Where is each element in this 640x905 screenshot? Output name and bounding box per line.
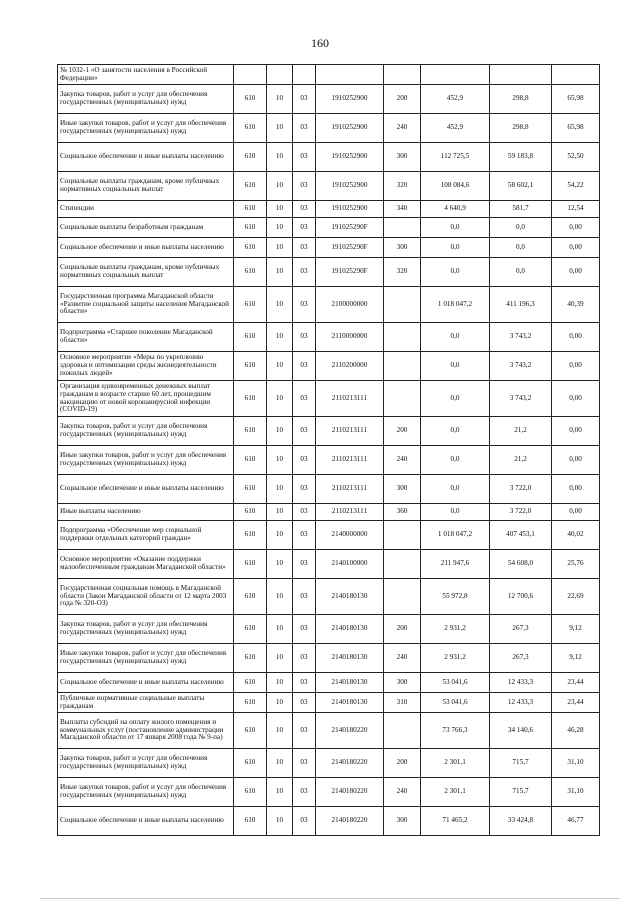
cell-csr: 2140180220 [316,713,384,749]
cell-rz: 10 [267,673,293,693]
cell-vr: 320 [384,172,421,201]
cell-name: Государственная социальная помощь в Магаданской области (Закон Магаданской области от 12 марта 2003 года № 320-ОЗ) [58,579,234,615]
table-body [58,65,600,836]
cell-fact: 267,3 [490,615,552,644]
cell-pr: 03 [293,446,316,475]
cell-rz: 10 [267,381,293,417]
cell-csr: 2140180130 [316,615,384,644]
cell-vr: 240 [384,446,421,475]
cell-ved: 610 [234,287,267,323]
cell-fact: 58 602,1 [490,172,552,201]
cell-pr: 03 [293,673,316,693]
cell-ved: 610 [234,143,267,172]
cell-csr: 2110213111 [316,475,384,504]
cell-rz: 10 [267,749,293,778]
cell-vr: 300 [384,143,421,172]
cell-plan: 73 766,3 [421,713,490,749]
page-number: 160 [311,36,329,50]
cell-ved: 610 [234,114,267,143]
cell-ved: 610 [234,381,267,417]
cell-ved: 610 [234,713,267,749]
cell-csr: 191025290F [316,218,384,238]
cell-name: Закупка товаров, работ и услуг для обеспечения государственных (муниципальных) нужд [58,615,234,644]
cell-name: Подпрограмма «Старшее поколение Магаданской области» [58,323,234,352]
cell-fact: 3 743,2 [490,381,552,417]
cell-plan: 0,0 [421,218,490,238]
cell-csr: 2110213111 [316,446,384,475]
table-row [58,693,600,713]
cell-ved: 610 [234,749,267,778]
table-row [58,807,600,836]
cell-plan: 452,9 [421,85,490,114]
cell-name: Закупка товаров, работ и услуг для обеспечения государственных (муниципальных) нужд [58,417,234,446]
cell-ved: 610 [234,258,267,287]
cell-vr: 200 [384,615,421,644]
cell-pct: 31,10 [552,778,600,807]
cell-csr: 2100000000 [316,287,384,323]
cell-rz: 10 [267,579,293,615]
cell-name: Закупка товаров, работ и услуг для обеспечения государственных (муниципальных) нужд [58,85,234,114]
cell-pr: 03 [293,258,316,287]
cell-pr: 03 [293,475,316,504]
cell-ved: 610 [234,778,267,807]
cell-csr: 1910252900 [316,114,384,143]
cell-rz: 10 [267,218,293,238]
cell-fact: 411 196,3 [490,287,552,323]
cell-vr: 300 [384,807,421,836]
cell-fact: 3 722,0 [490,504,552,521]
cell-ved: 610 [234,615,267,644]
table-row [58,381,600,417]
cell-plan: 452,9 [421,114,490,143]
cell-fact: 34 140,6 [490,713,552,749]
cell-fact: 12 433,3 [490,693,552,713]
cell-plan: 108 084,6 [421,172,490,201]
cell-vr [384,65,421,85]
cell-plan: 53 041,6 [421,693,490,713]
table-row [58,475,600,504]
cell-name: Иные выплаты населению [58,504,234,521]
cell-fact: 298,8 [490,114,552,143]
cell-csr: 2140100000 [316,550,384,579]
cell-rz: 10 [267,693,293,713]
cell-rz: 10 [267,258,293,287]
table-row [58,65,600,85]
cell-rz: 10 [267,807,293,836]
cell-name: Иные закупки товаров, работ и услуг для обеспечения государственных (муниципальных) нужд [58,446,234,475]
cell-fact: 12 433,3 [490,673,552,693]
cell-vr: 360 [384,504,421,521]
cell-rz: 10 [267,85,293,114]
cell-ved: 610 [234,352,267,381]
cell-pr: 03 [293,504,316,521]
table-row [58,504,600,521]
cell-csr: 2140180130 [316,644,384,673]
cell-ved: 610 [234,579,267,615]
cell-name: Стипендии [58,201,234,218]
cell-pct: 40,02 [552,521,600,550]
cell-pct: 65,98 [552,85,600,114]
table-row [58,258,600,287]
cell-ved: 610 [234,446,267,475]
cell-csr: 2140180130 [316,673,384,693]
cell-plan: 211 947,6 [421,550,490,579]
cell-fact [490,65,552,85]
cell-csr: 2140180220 [316,778,384,807]
cell-name: Публичные нормативные социальные выплаты гражданам [58,693,234,713]
cell-name: Социальное обеспечение и иные выплаты населению [58,807,234,836]
table-row [58,778,600,807]
cell-ved: 610 [234,475,267,504]
cell-pr: 03 [293,807,316,836]
cell-pct: 65,98 [552,114,600,143]
cell-vr: 310 [384,693,421,713]
table-row [58,218,600,238]
table-row [58,550,600,579]
cell-ved: 610 [234,693,267,713]
cell-rz: 10 [267,644,293,673]
cell-csr: 2140180220 [316,807,384,836]
cell-pct: 0,00 [552,218,600,238]
cell-ved [234,65,267,85]
cell-fact: 21,2 [490,417,552,446]
cell-fact: 3 722,0 [490,475,552,504]
cell-plan: 2 301,1 [421,778,490,807]
cell-plan: 0,0 [421,417,490,446]
cell-name: Социальное обеспечение и иные выплаты населению [58,238,234,258]
cell-ved: 610 [234,521,267,550]
cell-rz: 10 [267,172,293,201]
cell-pr [293,65,316,85]
cell-rz: 10 [267,521,293,550]
cell-vr [384,287,421,323]
cell-plan: 4 640,9 [421,201,490,218]
cell-fact: 715,7 [490,749,552,778]
cell-name: Основное мероприятие «Оказание поддержки малообеспеченным гражданам Магаданской области» [58,550,234,579]
cell-pr: 03 [293,381,316,417]
table-row [58,521,600,550]
cell-name: Организация единовременных денежных выплат гражданам в возрасте старше 60 лет, прошедшим вакцинацию от новой коронавирусной инфекции (COVID-19) [58,381,234,417]
cell-fact: 33 424,8 [490,807,552,836]
cell-plan: 1 018 047,2 [421,521,490,550]
cell-csr: 2110000000 [316,323,384,352]
cell-vr: 240 [384,778,421,807]
page-bottom-rule [40,898,620,899]
cell-ved: 610 [234,218,267,238]
cell-pr: 03 [293,550,316,579]
cell-name: Иные закупки товаров, работ и услуг для обеспечения государственных (муниципальных) нужд [58,644,234,673]
cell-csr: 1910252900 [316,143,384,172]
cell-fact: 715,7 [490,778,552,807]
cell-rz: 10 [267,417,293,446]
cell-vr: 320 [384,258,421,287]
cell-ved: 610 [234,417,267,446]
table-row [58,579,600,615]
cell-pct: 46,77 [552,807,600,836]
cell-pr: 03 [293,323,316,352]
cell-name: Иные закупки товаров, работ и услуг для обеспечения государственных (муниципальных) нужд [58,778,234,807]
cell-plan: 0,0 [421,352,490,381]
cell-pr: 03 [293,749,316,778]
cell-vr [384,713,421,749]
cell-pr: 03 [293,778,316,807]
cell-rz: 10 [267,352,293,381]
cell-csr: 191025290F [316,258,384,287]
cell-csr: 1910252900 [316,172,384,201]
cell-csr: 2110200000 [316,352,384,381]
cell-csr: 2140180130 [316,579,384,615]
table-row [58,644,600,673]
cell-pr: 03 [293,287,316,323]
cell-rz: 10 [267,778,293,807]
cell-csr: 1910252900 [316,85,384,114]
cell-fact: 0,0 [490,238,552,258]
cell-plan: 112 725,5 [421,143,490,172]
cell-pr: 03 [293,352,316,381]
cell-ved: 610 [234,172,267,201]
cell-rz: 10 [267,713,293,749]
cell-fact: 59 183,8 [490,143,552,172]
cell-pct: 0,00 [552,504,600,521]
cell-rz: 10 [267,114,293,143]
cell-vr [384,352,421,381]
cell-name: Социальные выплаты безработным гражданам [58,218,234,238]
budget-table [57,64,600,836]
cell-name: Социальное обеспечение и иные выплаты населению [58,475,234,504]
cell-pr: 03 [293,615,316,644]
cell-pr: 03 [293,172,316,201]
cell-plan: 2 931,2 [421,644,490,673]
table-row [58,201,600,218]
cell-csr: 2110213111 [316,417,384,446]
table-row [58,85,600,114]
cell-vr: 200 [384,85,421,114]
cell-name: Подпрограмма «Обеспечение мер социальной поддержки отдельных категорий граждан» [58,521,234,550]
cell-plan: 53 041,6 [421,673,490,693]
cell-pct: 0,00 [552,323,600,352]
cell-csr: 2140000000 [316,521,384,550]
cell-rz: 10 [267,615,293,644]
cell-plan: 0,0 [421,258,490,287]
cell-ved: 610 [234,238,267,258]
cell-csr: 2140180130 [316,693,384,713]
table-row [58,673,600,693]
cell-pr: 03 [293,143,316,172]
cell-name: Основное мероприятие «Меры по укреплению здоровья и оптимизации среды жизнедеятельности пожилых людей» [58,352,234,381]
cell-pct: 12,54 [552,201,600,218]
cell-vr [384,521,421,550]
cell-pct: 40,39 [552,287,600,323]
cell-pr: 03 [293,579,316,615]
cell-pct: 0,00 [552,417,600,446]
table-row [58,238,600,258]
cell-fact: 0,0 [490,258,552,287]
table-row [58,713,600,749]
cell-pr: 03 [293,713,316,749]
cell-vr [384,381,421,417]
cell-vr [384,323,421,352]
cell-ved: 610 [234,644,267,673]
cell-csr: 2110213111 [316,381,384,417]
cell-rz: 10 [267,550,293,579]
cell-pct: 54,22 [552,172,600,201]
cell-csr: 2140180220 [316,749,384,778]
cell-name: Закупка товаров, работ и услуг для обеспечения государственных (муниципальных) нужд [58,749,234,778]
table-row [58,446,600,475]
cell-ved: 610 [234,201,267,218]
cell-name: Социальное обеспечение и иные выплаты населению [58,143,234,172]
cell-plan: 0,0 [421,381,490,417]
table-row [58,172,600,201]
cell-pr: 03 [293,85,316,114]
cell-vr: 200 [384,749,421,778]
cell-ved: 610 [234,550,267,579]
table-row [58,749,600,778]
cell-ved: 610 [234,807,267,836]
cell-vr [384,579,421,615]
cell-rz: 10 [267,143,293,172]
cell-pr: 03 [293,644,316,673]
cell-plan: 2 931,2 [421,615,490,644]
cell-fact: 581,7 [490,201,552,218]
cell-name: № 1032-1 «О занятости населения в Российской Федерации» [58,65,234,85]
cell-fact: 0,0 [490,218,552,238]
cell-rz: 10 [267,475,293,504]
cell-pr: 03 [293,693,316,713]
cell-ved: 610 [234,85,267,114]
cell-plan: 0,0 [421,504,490,521]
table-row [58,323,600,352]
cell-csr [316,65,384,85]
cell-pct: 23,44 [552,693,600,713]
cell-pct: 0,00 [552,381,600,417]
cell-pct: 46,28 [552,713,600,749]
table-row [58,114,600,143]
cell-pct: 9,12 [552,644,600,673]
cell-rz: 10 [267,323,293,352]
cell-pct: 9,12 [552,615,600,644]
cell-name: Социальные выплаты гражданам, кроме публичных нормативных социальных выплат [58,172,234,201]
cell-plan: 55 972,8 [421,579,490,615]
cell-pct [552,65,600,85]
cell-rz: 10 [267,446,293,475]
cell-ved: 610 [234,673,267,693]
cell-pct: 25,76 [552,550,600,579]
cell-pct: 23,44 [552,673,600,693]
cell-pr: 03 [293,218,316,238]
cell-vr: 300 [384,673,421,693]
cell-pr: 03 [293,417,316,446]
cell-fact: 54 608,0 [490,550,552,579]
cell-rz: 10 [267,201,293,218]
cell-fact: 12 700,6 [490,579,552,615]
cell-fact: 267,3 [490,644,552,673]
cell-csr: 191025290F [316,238,384,258]
cell-rz [267,65,293,85]
cell-pct: 31,10 [552,749,600,778]
cell-pr: 03 [293,201,316,218]
cell-vr [384,218,421,238]
cell-ved: 610 [234,323,267,352]
cell-vr: 240 [384,644,421,673]
cell-name: Социальные выплаты гражданам, кроме публичных нормативных социальных выплат [58,258,234,287]
cell-rz: 10 [267,238,293,258]
cell-vr [384,550,421,579]
cell-pct: 0,00 [552,475,600,504]
cell-ved: 610 [234,504,267,521]
cell-fact: 3 743,2 [490,352,552,381]
cell-pct: 22,69 [552,579,600,615]
cell-plan: 0,0 [421,475,490,504]
table-row [58,417,600,446]
cell-plan: 0,0 [421,238,490,258]
table-row [58,287,600,323]
cell-fact: 3 743,2 [490,323,552,352]
cell-name: Иные закупки товаров, работ и услуг для обеспечения государственных (муниципальных) нужд [58,114,234,143]
table-row [58,352,600,381]
cell-pct: 0,00 [552,446,600,475]
cell-pr: 03 [293,521,316,550]
cell-csr: 1910252900 [316,201,384,218]
cell-name: Социальное обеспечение и иные выплаты населению [58,673,234,693]
cell-pct: 0,00 [552,258,600,287]
cell-fact: 21,2 [490,446,552,475]
cell-rz: 10 [267,287,293,323]
cell-name: Государственная программа Магаданской области «Развитие социальной защиты населения Магаданской области» [58,287,234,323]
cell-plan: 2 301,1 [421,749,490,778]
cell-vr: 340 [384,201,421,218]
cell-name: Выплаты субсидий на оплату жилого помещения и коммунальных услуг (постановление администрации Магаданской области от 17 января 2008 года № 9-па) [58,713,234,749]
cell-pct: 0,00 [552,352,600,381]
cell-plan: 71 465,2 [421,807,490,836]
cell-pr: 03 [293,238,316,258]
table-row [58,143,600,172]
cell-plan: 0,0 [421,323,490,352]
cell-pct: 0,00 [552,238,600,258]
cell-csr: 2110213111 [316,504,384,521]
cell-fact: 407 453,1 [490,521,552,550]
table-row [58,615,600,644]
cell-plan: 1 018 047,2 [421,287,490,323]
cell-rz: 10 [267,504,293,521]
cell-vr: 300 [384,475,421,504]
cell-vr: 200 [384,417,421,446]
cell-plan [421,65,490,85]
cell-pr: 03 [293,114,316,143]
cell-vr: 300 [384,238,421,258]
cell-vr: 240 [384,114,421,143]
cell-fact: 298,8 [490,85,552,114]
cell-pct: 52,50 [552,143,600,172]
cell-plan: 0,0 [421,446,490,475]
